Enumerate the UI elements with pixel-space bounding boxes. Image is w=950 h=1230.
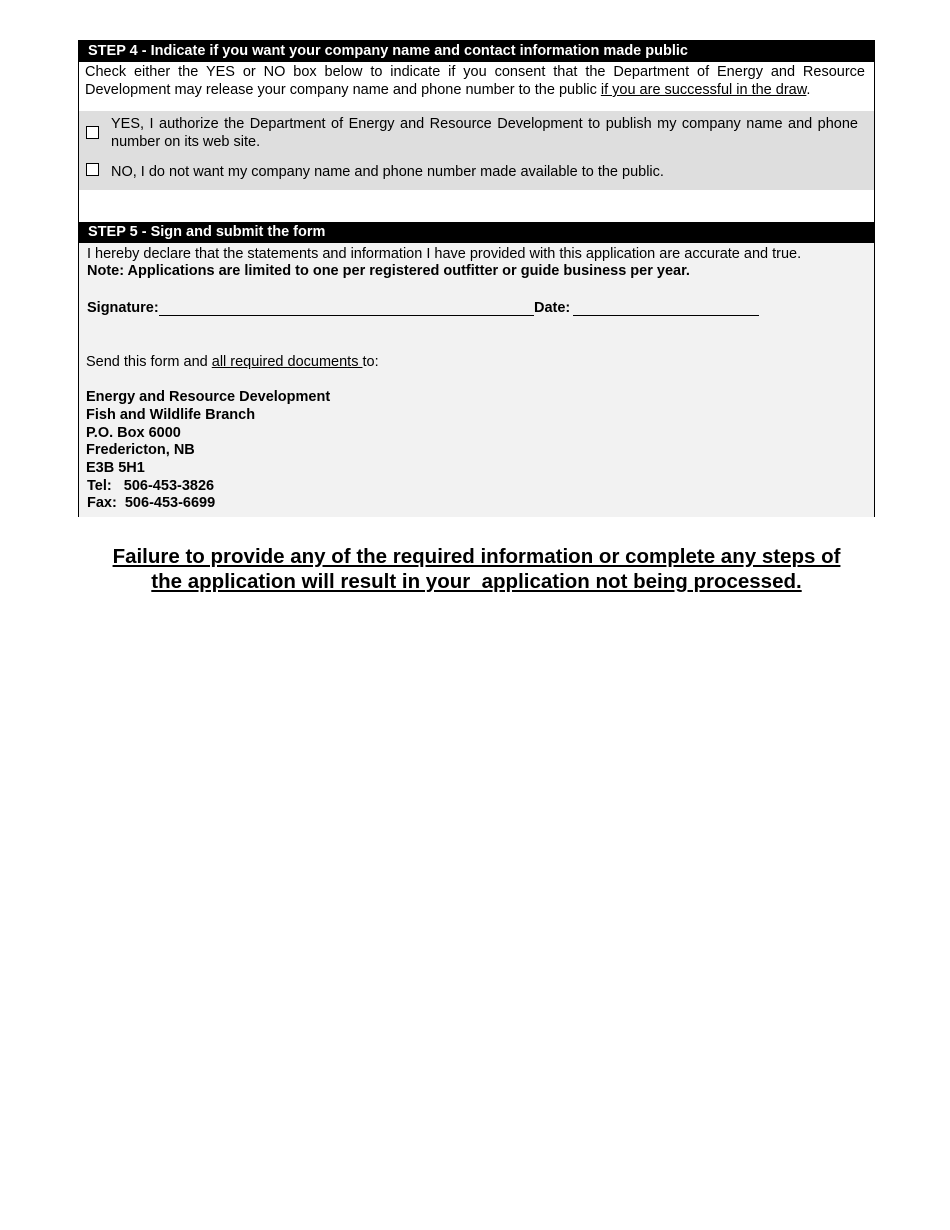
send-suffix: to: bbox=[362, 354, 379, 370]
step5-header: STEP 5 - Sign and submit the form bbox=[79, 222, 874, 243]
address-branch: Fish and Wildlife Branch bbox=[86, 407, 256, 423]
no-option-label: NO, I do not want my company name and phone number made available to the public. bbox=[111, 164, 664, 180]
fax-number: Fax: 506-453-6699 bbox=[87, 495, 216, 511]
required-documents-text: all required documents bbox=[211, 354, 363, 370]
step5-section bbox=[79, 243, 874, 517]
yes-option-label: YES, I authorize the Department of Energy and Resource Development to publish my company name and phone number on its web site. bbox=[111, 116, 858, 150]
address-city: Fredericton, NB bbox=[86, 442, 195, 458]
address-postal-code: E3B 5H1 bbox=[86, 460, 145, 476]
declaration-text: I hereby declare that the statements and information I have provided with this application are accurate and true. bbox=[87, 246, 802, 262]
date-label: Date: bbox=[534, 300, 571, 316]
send-instructions bbox=[86, 354, 379, 371]
address-po-box: P.O. Box 6000 bbox=[86, 425, 181, 441]
application-form-box bbox=[78, 40, 875, 517]
date-field[interactable] bbox=[573, 315, 759, 316]
warning-line-2: the application will result in your application not being processed. bbox=[151, 570, 802, 593]
step4-intro-condition: if you are successful in the draw bbox=[600, 82, 807, 98]
send-prefix: Send this form and bbox=[86, 354, 212, 370]
step4-intro-end: . bbox=[806, 82, 811, 98]
yes-checkbox[interactable] bbox=[86, 126, 99, 139]
telephone-number: Tel: 506-453-3826 bbox=[87, 478, 215, 494]
signature-field[interactable] bbox=[159, 315, 534, 316]
no-checkbox[interactable] bbox=[86, 163, 99, 176]
address-organization: Energy and Resource Development bbox=[86, 389, 331, 405]
step4-header: STEP 4 - Indicate if you want your company name and contact information made public bbox=[79, 41, 874, 62]
step4-intro-text: Check either the YES or NO box below to indicate if you consent that the Department of Energy and Resource Development may release your company name and phone number to the public bbox=[85, 64, 865, 98]
application-limit-note: Note: Applications are limited to one per registered outfitter or guide business per year. bbox=[87, 263, 690, 279]
signature-label: Signature: bbox=[87, 300, 159, 316]
processing-warning bbox=[78, 544, 875, 594]
warning-line-1: Failure to provide any of the required information or complete any steps of bbox=[112, 545, 841, 568]
consent-options bbox=[79, 111, 874, 190]
step4-instructions bbox=[85, 63, 865, 99]
